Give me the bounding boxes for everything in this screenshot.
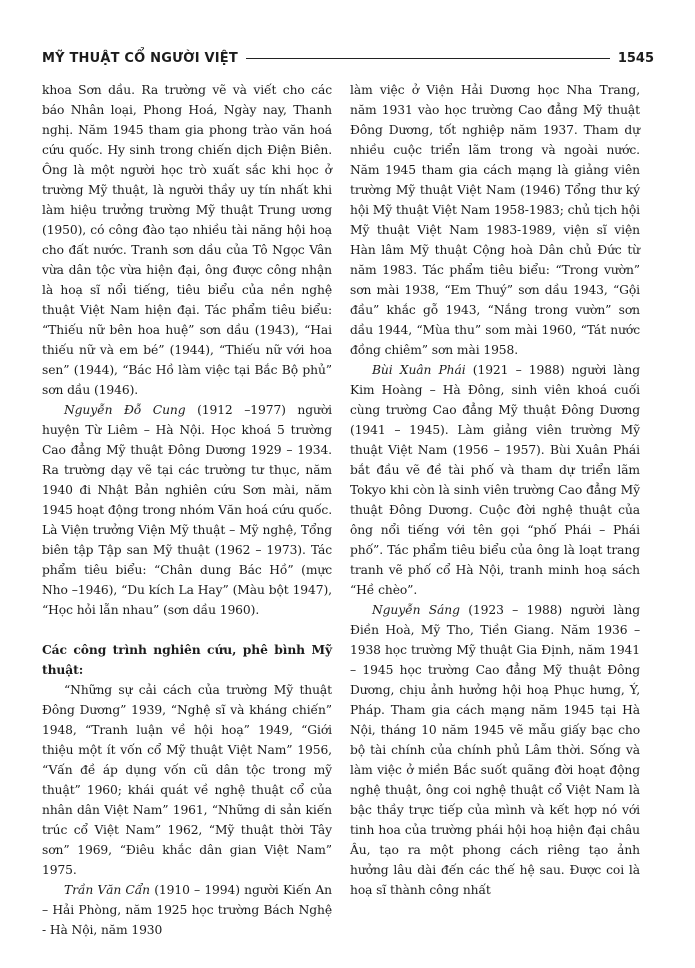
artist-name: Nguyễn Sáng <box>372 603 460 617</box>
page-number: 1545 <box>617 50 654 66</box>
left-column <box>42 80 332 940</box>
paragraph-to-ngoc-van-continued: khoa Sơn dầu. Ra trường vẽ và viết cho các báo Nhân loại, Phong Hoá, Ngày nay, Thanh nghị. Năm 1945 tham gia phong trào văn hoá cứu quốc. Hy sinh trong chiến dịch Điện Biên. Ông là một người học trò xuất sắc khi học ở trường Mỹ thuật, là người thầy uy tín nhất khi làm hiệu trưởng trường Mỹ thuật Trung ương (1950), có công đào tạo nhiều tài năng hội hoạ cho đất nước. Tranh sơn dầu của Tô Ngọc Vân vừa dân tộc vừa hiện đại, ông được công nhận là hoạ sĩ nổi tiếng, tiêu biểu của nền nghệ thuật Việt Nam hiện đại. Tác phẩm tiêu biểu: “Thiếu nữ bên hoa huệ” sơn dầu (1943), “Hai thiếu nữ và em bé” (1944), “Thiếu nữ với hoa sen” (1944), “Bác Hồ làm việc tại Bắc Bộ phủ” sơn dầu (1946). <box>42 83 332 397</box>
paragraph-tran-van-can-continued: làm việc ở Viện Hải Dương học Nha Trang, năm 1931 vào học trường Cao đẳng Mỹ thuật Đông Dương, tốt nghiệp năm 1937. Tham dự nhiều cuộc triển lãm trong và ngoài nước. Năm 1945 tham gia cách mạng là giảng viên trường Mỹ thuật Việt Nam (1946) Tổng thư ký hội Mỹ thuật Việt Nam 1958-1983; chủ tịch hội Mỹ thuật Việt Nam 1983-1989, viện sĩ viện Hàn lâm Mỹ thuật Cộng hoà Dân chủ Đức từ năm 1983. Tác phẩm tiêu biểu: “Trong vườn” sơn mài 1938, “Em Thuý” sơn dầu 1943, “Gội đầu” khắc gỗ 1943, “Nắng trong vườn” sơn dầu 1944, “Mùa thu” som mài 1960, “Tát nước đồng chiêm” sơn mài 1958. <box>350 83 640 357</box>
paragraph-text: (1912 –1977) người huyện Từ Liêm – Hà Nội. Học khoá 5 trường Cao đẳng Mỹ thuật Đông Dương 1929 – 1934. Ra trường dạy vẽ tại các trường tư thục, năm 1940 đi Nhật Bản nghiên cứu Sơn mài, năm 1945 hoạt động trong nhóm Văn hoá cứu quốc. Là Viện trưởng Viện Mỹ thuật – Mỹ nghệ, Tổng biên tập Tập san Mỹ thuật (1962 – 1973). Tác phẩm tiêu biểu: “Chân dung Bác Hồ” (mực Nho –1946), “Du kích La Hay” (Màu bột 1947), “Học hỏi lẫn nhau” (sơn dầu 1960). <box>42 403 332 617</box>
header-rule <box>246 58 610 59</box>
page-header <box>42 48 654 68</box>
paragraph-text: (1910 – 1994) người Kiến An – Hải Phòng, năm 1925 học trường Bách Nghệ - Hà Nội, năm 1930 <box>42 883 332 937</box>
running-title: MỸ THUẬT CỔ NGƯỜI VIỆT <box>42 50 238 66</box>
paragraph-bui-xuan-phai <box>350 360 640 600</box>
paragraph-nguyen-sang <box>350 600 640 900</box>
section-heading: Các công trình nghiên cứu, phê bình Mỹ thuật: <box>42 642 332 677</box>
artist-name: Nguyễn Đỗ Cung <box>64 403 186 417</box>
paragraph-text: (1923 – 1988) người làng Điền Hoà, Mỹ Tho, Tiền Giang. Năm 1936 – 1938 học trường Mỹ thuật Gia Định, năm 1941 – 1945 học trường Cao đẳng Mỹ thuật Đông Dương, chịu ảnh hưởng hội hoạ Phục hưng, Ý, Pháp. Tham gia cách mạng năm 1945 tại Hà Nội, tháng 10 năm 1945 vẽ mẫu giấy bạc cho bộ tài chính của chính phủ Lâm thời. Sống và làm việc ở miền Bắc suốt quãng đời hoạt động nghệ thuật, ông coi nghệ thuật cổ Việt Nam là bậc thầy trực tiếp của mình và kết hợp nó với tinh hoa của trường phái hội hoạ hiện đại châu Âu, tạo ra một phong cách riêng tạo ảnh hưởng lâu dài đến các thế hệ sau. Được coi là hoạ sĩ thành công nhất <box>350 603 640 897</box>
artist-name: Trần Văn Cẩn <box>64 883 150 897</box>
artist-name: Bùi Xuân Phái <box>372 363 466 377</box>
paragraph-text: (1921 – 1988) người làng Kim Hoàng – Hà Đông, sinh viên khoá cuối cùng trường Cao đẳng Mỹ thuật Đông Dương (1941 – 1945). Làm giảng viên trường Mỹ thuật Việt Nam (1956 – 1957). Bùi Xuân Phái bắt đầu vẽ đề tài phố và tham dự triển lãm Tokyo khi còn là sinh viên trường Cao đẳng Mỹ thuật Đông Dương. Cuộc đời nghệ thuật của ông nổi tiếng với tên gọi “phố Phái – Phái phố”. Tác phẩm tiêu biểu của ông là loạt trang tranh vẽ phố cổ Hà Nội, tranh minh hoạ sách “Hề chèo”. <box>350 363 640 597</box>
paragraph-tran-van-can <box>42 880 332 940</box>
paragraph-works-list: “Những sự cải cách của trường Mỹ thuật Đông Dương” 1939, “Nghệ sĩ và kháng chiến” 1948, “Tranh luận về hội hoạ” 1949, “Giới thiệu một ít vốn cổ Mỹ thuật Việt Nam” 1956, “Vấn đề áp dụng vốn cũ dân tộc trong mỹ thuật” 1960; khái quát về nghệ thuật cổ của nhân dân Việt Nam” 1961, “Những di sản kiến trúc cổ Việt Nam” 1962, “Mỹ thuật thời Tây sơn” 1969, “Điêu khắc dân gian Việt Nam” 1975. <box>42 683 332 877</box>
paragraph-nguyen-do-cung <box>42 400 332 620</box>
right-column <box>350 80 640 900</box>
